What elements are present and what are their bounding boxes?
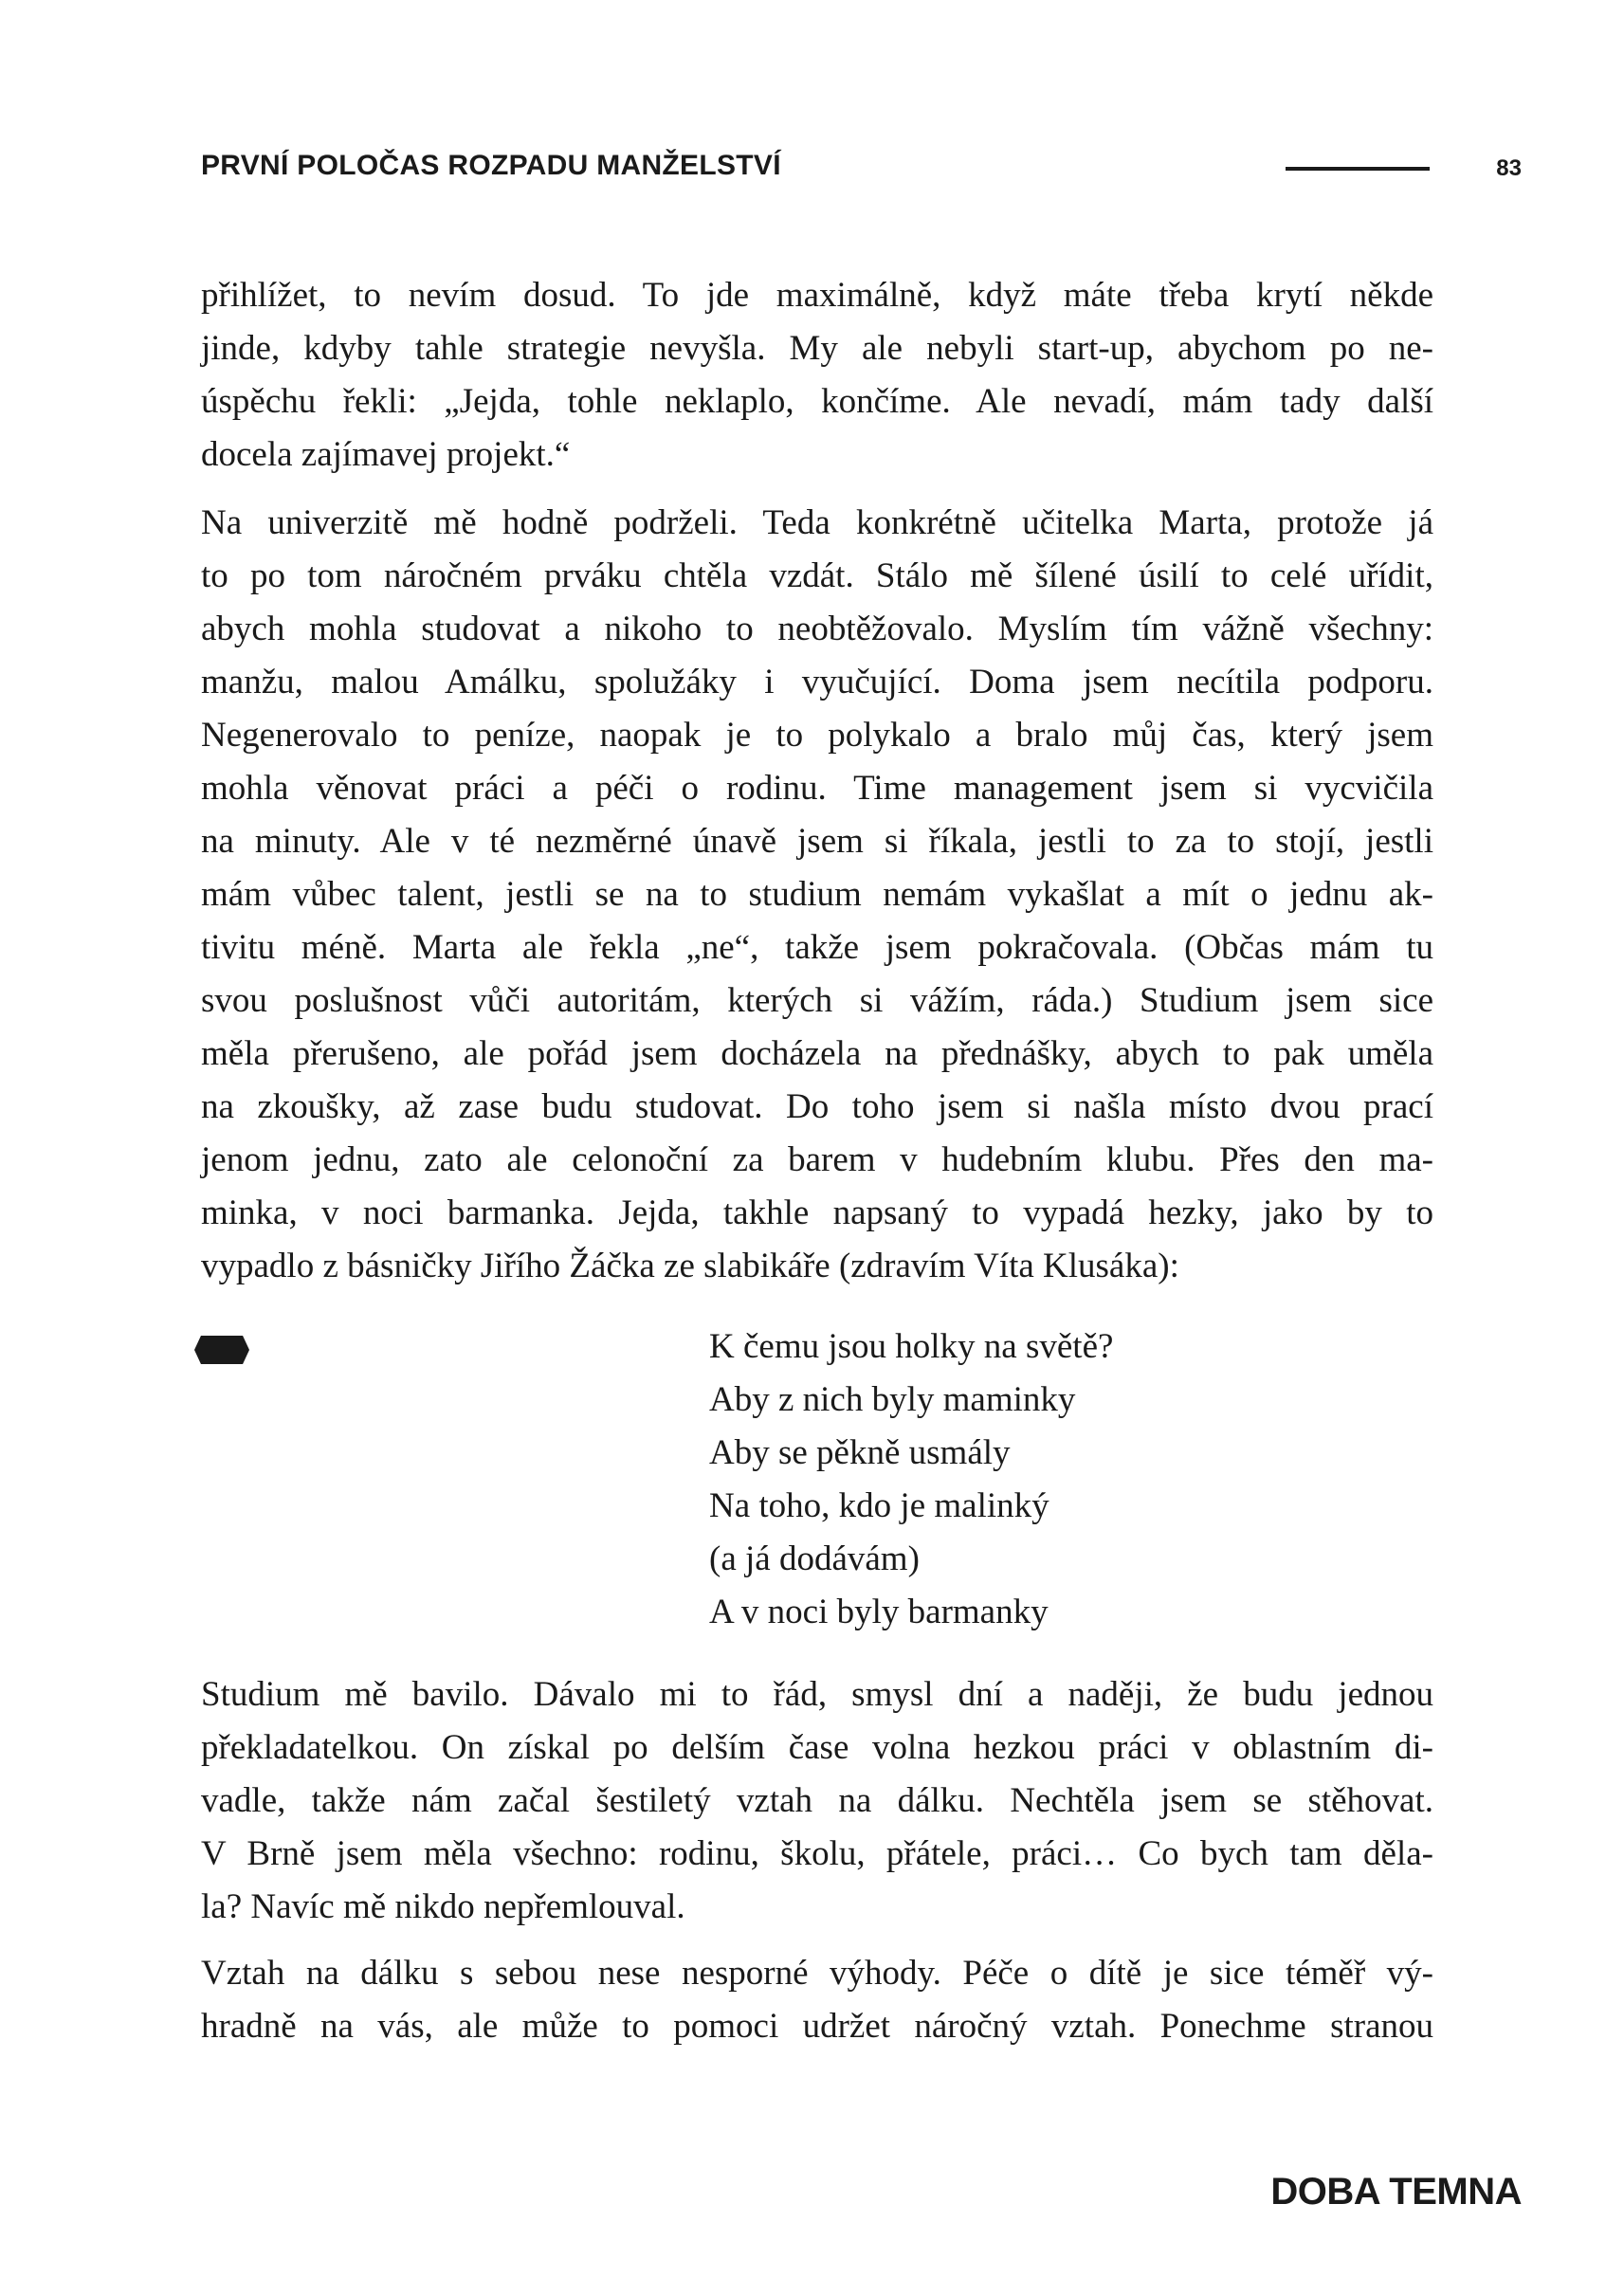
paragraph-line: vypadlo z básničky Jiřího Žáčka ze slabikáře (zdravím Víta Klusáka): — [201, 1247, 1179, 1285]
paragraph-line: V Brně jsem měla všechno: rodinu, školu, přátele, práci… Co bych tam děla- — [201, 1834, 1433, 1873]
paragraph-line: jenom jednu, zato ale celonoční za barem v hudebním klubu. Přes den ma- — [201, 1140, 1433, 1179]
paragraph-line: to po tom náročném prváku chtěla vzdát. Stálo mě šílené úsilí to celé uřídit, — [201, 556, 1433, 595]
header-rule — [1286, 167, 1430, 171]
paragraph-line: úspěchu řekli: „Jejda, tohle neklaplo, končíme. Ale nevadí, mám tady další — [201, 382, 1433, 421]
paragraph-line: mohla věnovat práci a péči o rodinu. Time management jsem si vycvičila — [201, 769, 1433, 808]
poem-line: K čemu jsou holky na světě? — [709, 1327, 1114, 1366]
paragraph-line: přihlížet, to nevím dosud. To jde maximálně, když máte třeba krytí někde — [201, 276, 1433, 315]
paragraph-3 — [201, 1668, 1433, 1934]
paragraph-line: Na univerzitě mě hodně podrželi. Teda konkrétně učitelka Marta, protože já — [201, 503, 1433, 542]
poem-line: A v noci byly barmanky — [709, 1593, 1049, 1631]
paragraph-2 — [201, 497, 1433, 1293]
paragraph-line: vadle, takže nám začal šestiletý vztah na dálku. Nechtěla jsem se stěhovat. — [201, 1781, 1433, 1820]
paragraph-line: na minuty. Ale v té nezměrné únavě jsem si říkala, jestli to za to stojí, jestli — [201, 822, 1433, 861]
paragraph-line: měla přerušeno, ale pořád jsem docházela na přednášky, abych to pak uměla — [201, 1034, 1433, 1073]
paragraph-line: jinde, kdyby tahle strategie nevyšla. My ale nebyli start-up, abychom po ne- — [201, 329, 1433, 368]
paragraph-line: minka, v noci barmanka. Jejda, takhle napsaný to vypadá hezky, jako by to — [201, 1193, 1433, 1232]
poem-line: Na toho, kdo je malinký — [709, 1486, 1049, 1525]
poem — [709, 1321, 1113, 1639]
paragraph-line: svou poslušnost vůči autoritám, kterých si vážím, ráda.) Studium jsem sice — [201, 981, 1433, 1020]
book-title-footer: DOBA TEMNA — [1270, 2171, 1522, 2213]
paragraph-line: překladatelkou. On získal po delším čase volna hezkou práci v oblastním di- — [201, 1728, 1433, 1767]
paragraph-line: manžu, malou Amálku, spolužáky i vyučující. Doma jsem necítila podporu. — [201, 663, 1433, 701]
paragraph-line: na zkoušky, až zase budu studovat. Do toho jsem si našla místo dvou prací — [201, 1087, 1433, 1126]
poem-line: Aby z nich byly maminky — [709, 1380, 1076, 1419]
running-title: PRVNÍ POLOČAS ROZPADU MANŽELSTVÍ — [201, 150, 781, 181]
poem-line: (a já dodávám) — [709, 1539, 920, 1578]
paragraph-1 — [201, 269, 1433, 482]
section-marker-icon — [194, 1336, 249, 1364]
paragraph-line: mám vůbec talent, jestli se na to studium nemám vykašlat a mít o jednu ak- — [201, 875, 1433, 914]
paragraph-4 — [201, 1947, 1433, 2053]
poem-line: Aby se pěkně usmály — [709, 1433, 1011, 1472]
paragraph-line: tivitu méně. Marta ale řekla „ne“, takže jsem pokračovala. (Občas mám tu — [201, 928, 1433, 967]
paragraph-line: la? Navíc mě nikdo nepřemlouval. — [201, 1887, 685, 1926]
paragraph-line: Negenerovalo to peníze, naopak je to polykalo a bralo můj čas, který jsem — [201, 716, 1433, 755]
paragraph-line: docela zajímavej projekt.“ — [201, 435, 571, 474]
paragraph-line: Vztah na dálku s sebou nese nesporné výhody. Péče o dítě je sice téměř vý- — [201, 1954, 1433, 1993]
page-number: 83 — [1496, 155, 1522, 181]
paragraph-line: hradně na vás, ale může to pomoci udržet náročný vztah. Ponechme stranou — [201, 2007, 1433, 2046]
paragraph-line: abych mohla studovat a nikoho to neobtěžovalo. Myslím tím vážně všechny: — [201, 610, 1433, 648]
paragraph-line: Studium mě bavilo. Dávalo mi to řád, smysl dní a naději, že budu jednou — [201, 1675, 1433, 1714]
